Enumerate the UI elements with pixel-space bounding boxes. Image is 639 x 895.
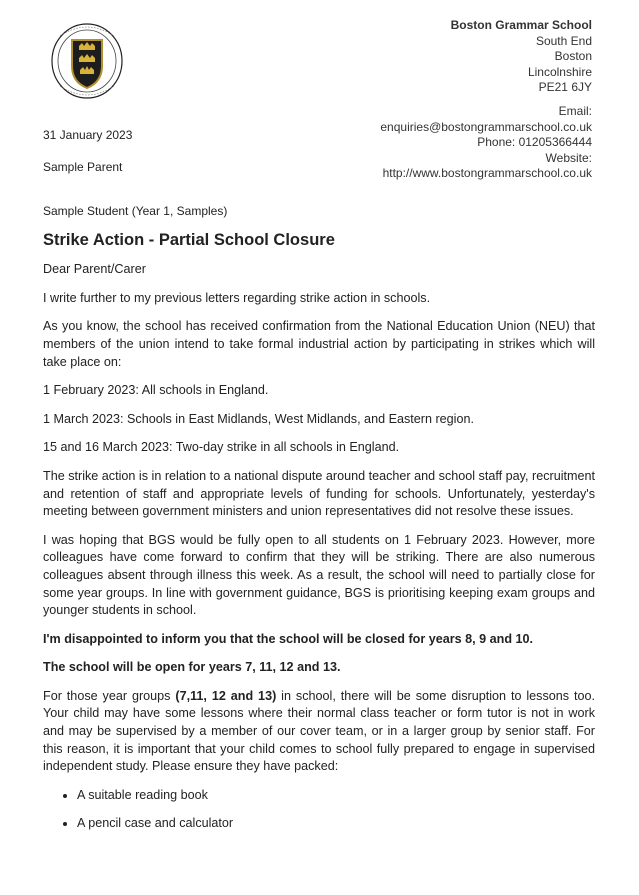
paragraph-text: in school, there will be some disruption to lessons too. Your child may have some lessons where their normal class teacher or form tutor is not in work and may be supervised by a member of our cover team, or in a larger group by senior staff. For this reason, it is important that your child comes to school fully prepared to engage in supervised independent study. Please ensure they have packed: (43, 688, 595, 774)
email-link[interactable]: enquiries@bostongrammarschool.co.uk (380, 119, 592, 134)
paragraph: As you know, the school has received confirmation from the National Education Union (NEU) that members of the union intend to take formal industrial action by participating in strikes which will take place on: (43, 319, 595, 369)
paragraph-text: For those year groups (43, 688, 176, 703)
strike-date: 15 and 16 March 2023: Two-day strike in all schools in England. (43, 440, 400, 455)
year-groups-emphasis: (7,11, 12 and 13) (175, 688, 277, 703)
address-line: Lincolnshire (527, 64, 592, 79)
closure-notice: I'm disappointed to inform you that the school will be closed for years 8, 9 and 10. (43, 631, 534, 646)
website-label: Website: (545, 150, 592, 165)
recipient-name: Sample Parent (43, 160, 123, 174)
school-crest-logo (50, 22, 124, 100)
letter-title: Strike Action - Partial School Closure (43, 230, 335, 249)
school-contact (272, 104, 592, 182)
letter-body (43, 203, 595, 844)
salutation: Dear Parent/Carer (43, 262, 146, 277)
student-reference: Sample Student (Year 1, Samples) (43, 204, 228, 218)
letter-date: 31 January 2023 (43, 128, 133, 142)
open-notice: The school will be open for years 7, 11, 12 and 13. (43, 660, 341, 675)
address-line: Boston (554, 49, 592, 63)
phone-number: Phone: 01205366444 (477, 135, 592, 149)
address-line: South End (535, 33, 592, 48)
paragraph (43, 688, 595, 776)
school-address (292, 18, 592, 96)
strike-date: 1 February 2023: All schools in England. (43, 383, 269, 398)
school-name: Boston Grammar School (450, 18, 592, 32)
svg-text:·: · (62, 60, 64, 65)
email-label: Email: (558, 104, 592, 118)
website-link[interactable]: http://www.bostongrammarschool.co.uk (382, 166, 592, 180)
strike-date: 1 March 2023: Schools in East Midlands, West Midlands, and Eastern region. (43, 411, 474, 426)
list-item: • A suitable reading book (77, 787, 595, 805)
address-line: PE21 6JY (538, 80, 592, 94)
paragraph: I was hoping that BGS would be fully open to all students on 1 February 2023. However, more colleagues have come forward to confirm that they will be striking. There are also numerous colleagues absent through illness this week. As a result, the school will need to partially close for some year groups. In line with government guidance, BGS is prioritising keeping exam groups and younger students in school. (43, 532, 595, 618)
list-item: • A pencil case and calculator (77, 815, 595, 833)
packing-list (43, 787, 595, 833)
paragraph: The strike action is in relation to a national dispute around teacher and school staff pay, recruitment and retention of staff and appropriate levels of funding for schools. Unfortunately, yesterday's meeting between government ministers and union representatives did not resolve these issues. (43, 468, 595, 519)
paragraph: I write further to my previous letters regarding strike action in schools. (43, 290, 431, 305)
